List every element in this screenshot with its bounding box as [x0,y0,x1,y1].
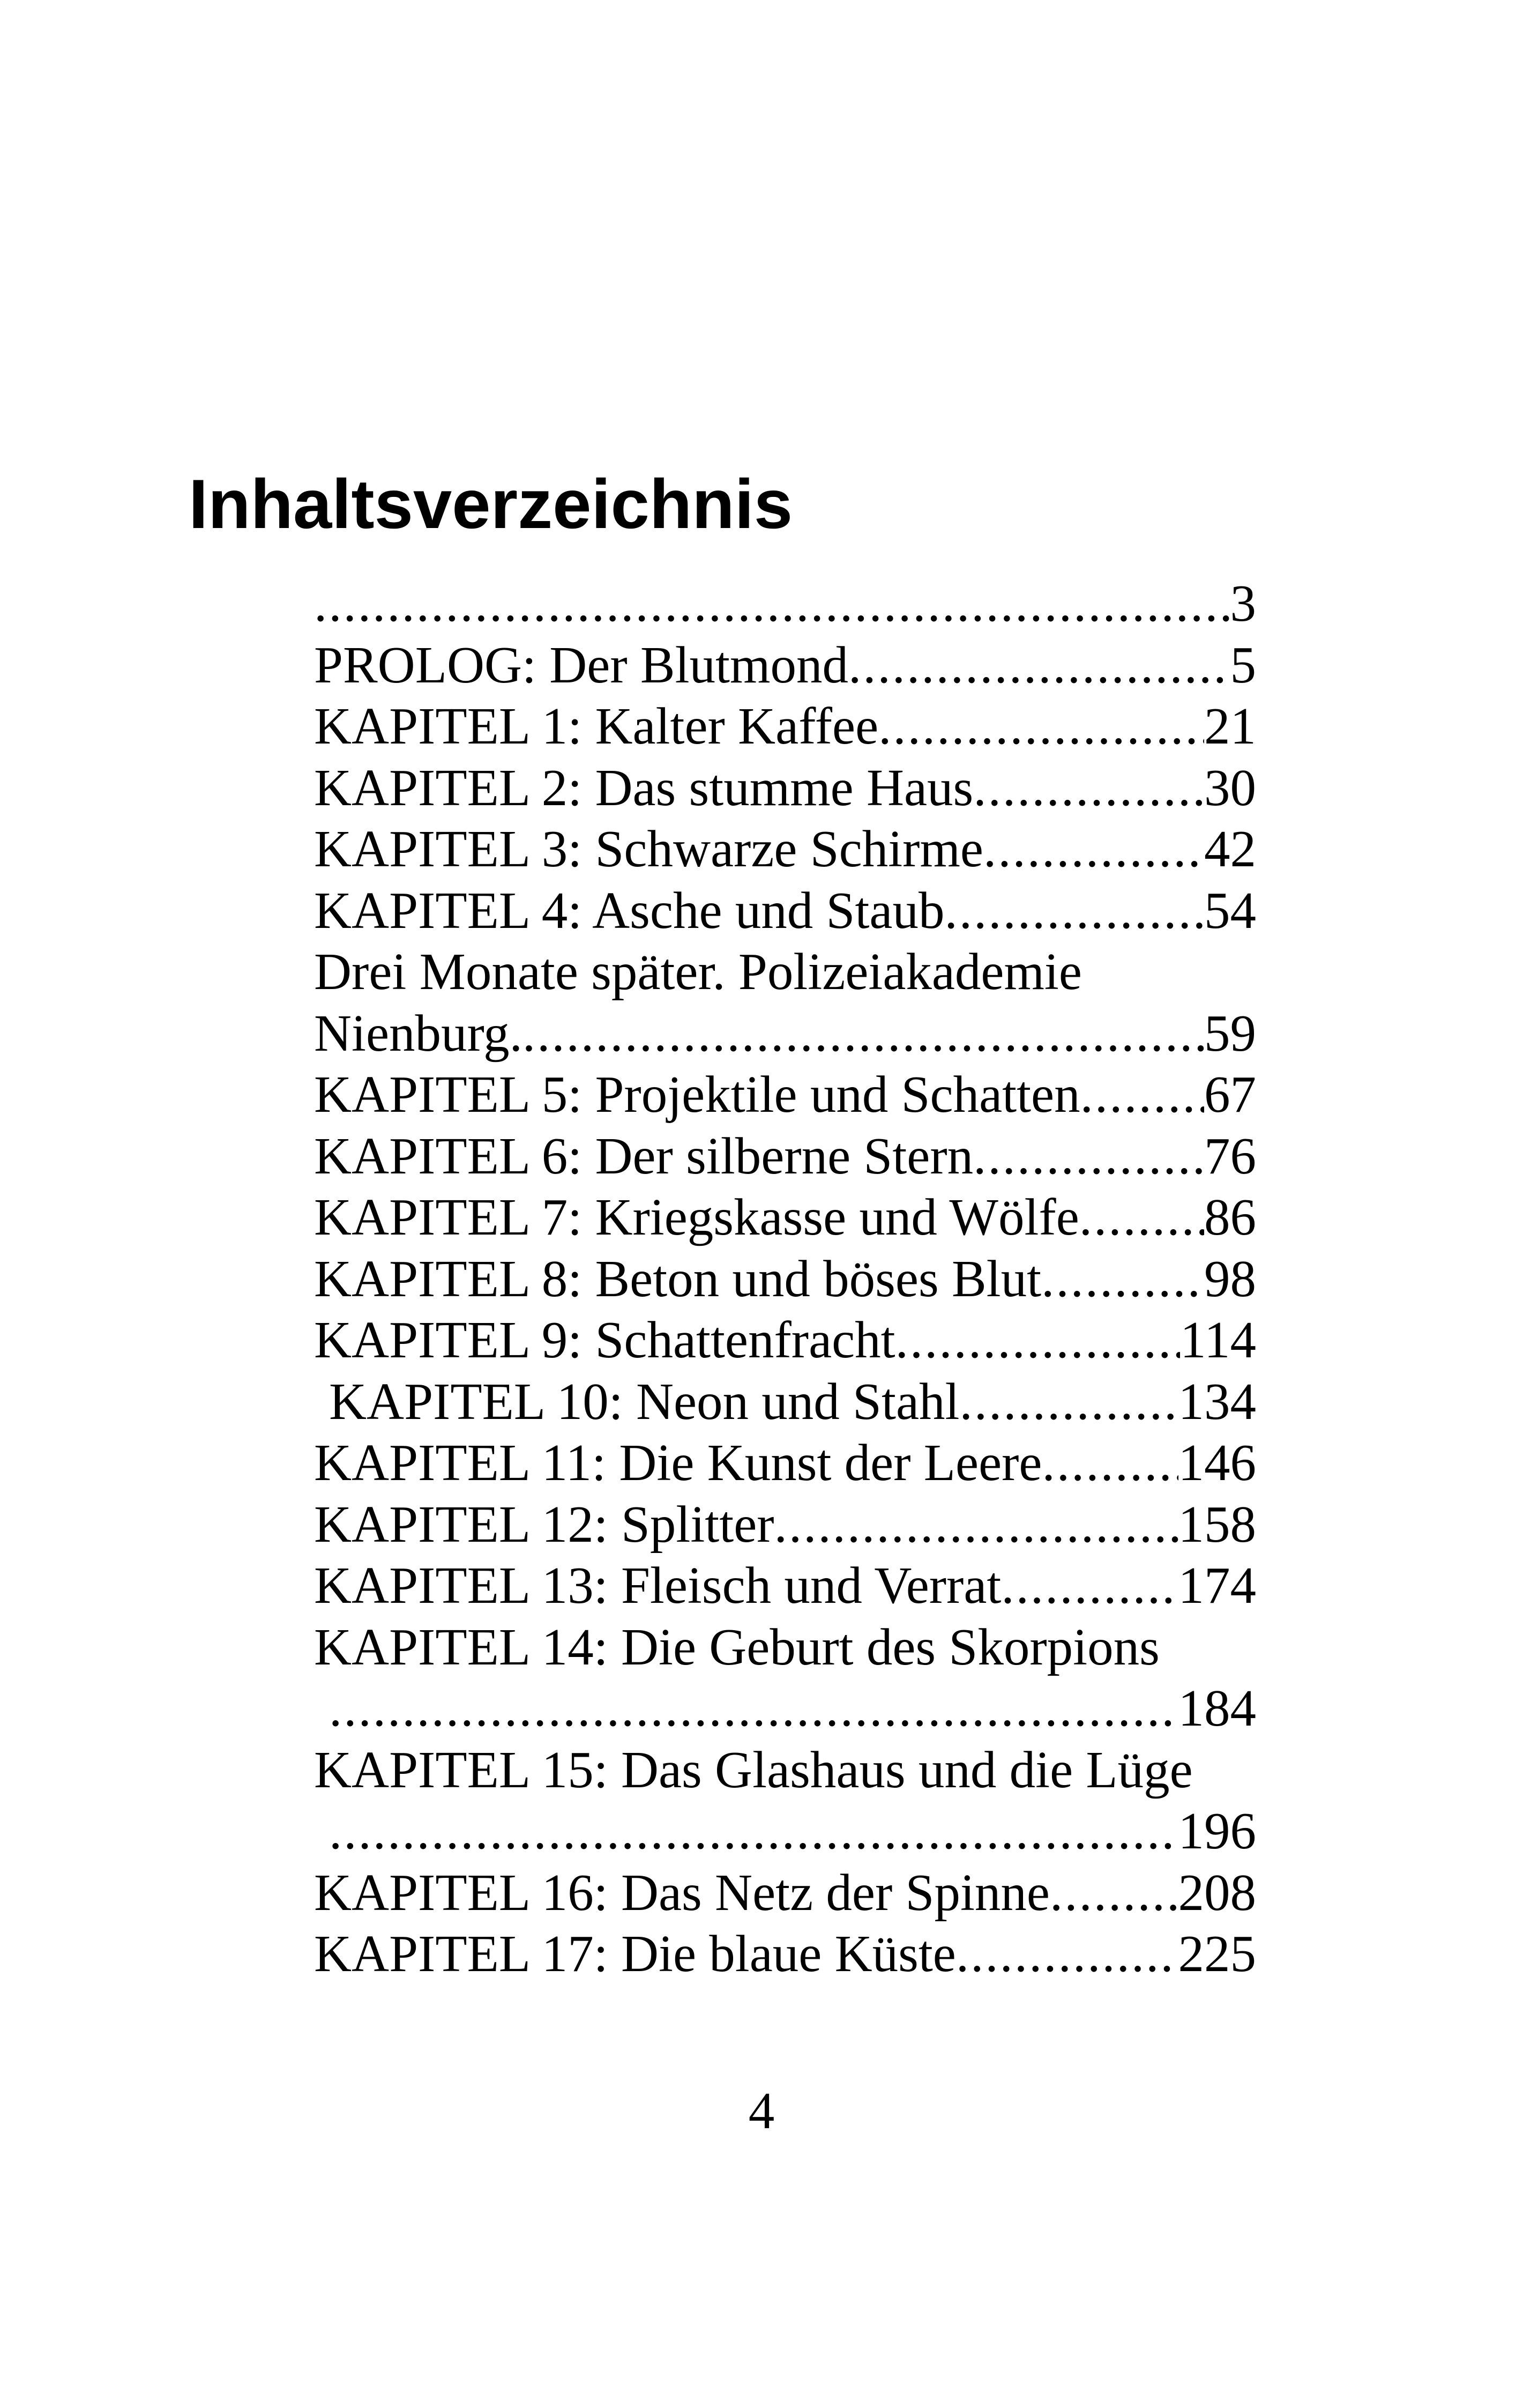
toc-dot-leader [959,1371,1178,1433]
toc-entry-page: 146 [1178,1434,1256,1491]
toc-dot-leader [522,1003,1204,1065]
toc-entry[interactable] [314,696,1256,757]
toc-entry-page: 158 [1178,1495,1256,1553]
toc-entry-page: 98 [1204,1250,1256,1307]
toc-entry-page: 76 [1204,1127,1256,1185]
toc-entry-title: KAPITEL 17: Die blaue Küste [314,1925,956,1982]
toc-entry-page: 225 [1178,1925,1256,1982]
toc-entry-title: KAPITEL 5: Projektile und Schatten [314,1066,1080,1123]
toc-entry-title: KAPITEL 2: Das stumme Haus [314,759,974,816]
toc-entry-page: 5 [1230,636,1256,694]
toc-entry-title: KAPITEL 4: Asche und Staub [314,881,945,939]
toc-entry-title-line[interactable] [314,941,1256,1003]
toc-entry-page: 42 [1204,820,1256,878]
toc-entry-title: KAPITEL 12: Splitter [314,1495,774,1553]
toc-dot-leader [1041,1248,1204,1310]
toc-entry-page: 21 [1204,697,1256,755]
toc-entry-title: KAPITEL 10: Neon und Stahl [329,1372,960,1430]
toc-entry-title: KAPITEL 13: Fleisch und Verrat [314,1557,1002,1614]
toc-entry[interactable] [314,880,1256,942]
toc-dot-leader [983,819,1204,880]
toc-entry[interactable] [314,1371,1256,1433]
toc-entry[interactable] [314,1432,1256,1494]
toc-entry-title: KAPITEL 6: Der silberne Stern [314,1127,974,1185]
toc-dot-leader [329,1801,1178,1862]
toc-dot-leader [329,1678,1178,1740]
toc-entry[interactable] [314,573,1256,635]
toc-entry-page: 3 [1230,575,1256,632]
toc-entry[interactable] [314,1678,1256,1740]
toc-entry-title: KAPITEL 11: Die Kunst der Leere [314,1434,1042,1491]
toc-entry-title-line[interactable] [314,1617,1256,1678]
toc-entry-title: KAPITEL 16: Das Netz der Spinne [314,1863,1050,1921]
toc-entry-title: KAPITEL 9: Schattenfracht [314,1311,895,1369]
toc-entry[interactable] [314,1801,1256,1862]
toc-dot-leader [1042,1432,1178,1494]
toc-entry-title: PROLOG: Der Blutmond [314,636,848,694]
toc-entry[interactable] [314,1064,1256,1126]
toc-dot-leader [895,1310,1180,1371]
toc-entry-page: 184 [1178,1679,1256,1737]
toc-entry[interactable] [314,1248,1256,1310]
toc-entry[interactable] [314,635,1256,696]
toc-dot-leader [956,1923,1178,1985]
toc-entry-page: 59 [1204,1004,1256,1062]
table-of-contents [314,573,1256,1985]
page-number: 4 [748,2082,775,2139]
toc-entry[interactable] [314,819,1256,880]
toc-entry-page: 30 [1204,759,1256,816]
toc-entry-page: 196 [1178,1802,1256,1860]
toc-entry-title: KAPITEL 3: Schwarze Schirme [314,820,983,878]
toc-entry[interactable] [314,1923,1256,1985]
toc-dot-leader [973,757,1204,819]
toc-entry-title: Nienburg. [314,1004,522,1062]
toc-entry-title: KAPITEL 8: Beton und böses Blut [314,1250,1042,1307]
toc-entry-title: KAPITEL 14: Die Geburt des Skorpions [314,1618,1160,1676]
toc-dot-leader [314,573,1230,635]
toc-entry-page: 114 [1180,1311,1256,1369]
toc-entry-title: KAPITEL 1: Kalter Kaffee [314,697,879,755]
toc-dot-leader [1080,1064,1204,1126]
toc-entry-title: KAPITEL 7: Kriegskasse und Wölfe [314,1188,1079,1246]
toc-dot-leader [1079,1187,1204,1248]
toc-dot-leader [973,1126,1204,1187]
toc-dot-leader [1050,1862,1178,1924]
toc-dot-leader [848,635,1230,696]
toc-entry[interactable] [314,757,1256,819]
toc-entry[interactable] [314,1126,1256,1187]
toc-entry[interactable] [314,1555,1256,1617]
toc-dot-leader [774,1494,1178,1556]
toc-entry-page: 86 [1204,1188,1256,1246]
toc-entry[interactable] [314,1310,1256,1371]
toc-entry[interactable] [314,1003,1256,1065]
toc-entry-page: 208 [1178,1863,1256,1921]
toc-entry-title: Drei Monate später. Polizeiakademie [314,943,1082,1000]
toc-entry-title-line[interactable] [314,1740,1256,1801]
toc-entry[interactable] [314,1494,1256,1556]
toc-entry[interactable] [314,1187,1256,1248]
toc-entry-title: KAPITEL 15: Das Glashaus und die Lüge [314,1741,1193,1798]
page-title: Inhaltsverzeichnis [189,465,793,543]
toc-entry-page: 174 [1178,1557,1256,1614]
toc-entry-page: 54 [1204,881,1256,939]
toc-dot-leader [1001,1555,1178,1617]
toc-entry-page: 67 [1204,1066,1256,1123]
toc-entry[interactable] [314,1862,1256,1924]
toc-entry-page: 134 [1178,1372,1256,1430]
toc-dot-leader [878,696,1204,757]
toc-dot-leader [944,880,1204,942]
